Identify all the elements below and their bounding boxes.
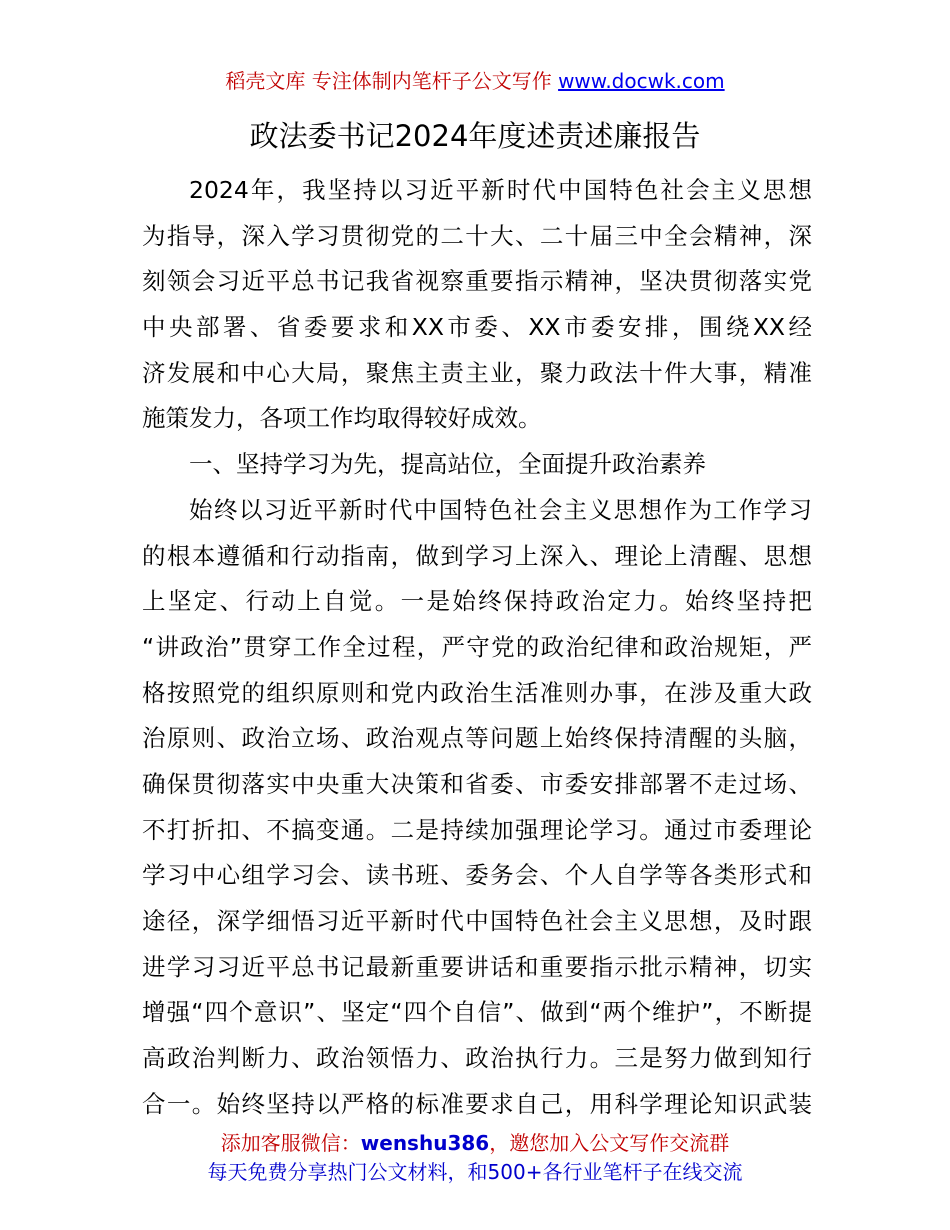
paragraph-line: 济发展和中心大局，聚焦主责主业，聚力政法十件大事，精准 (142, 358, 812, 387)
paragraph-line: 刻领会习近平总书记我省视察重要指示精神，坚决贯彻落实党 (142, 267, 812, 296)
paragraph-line: 学习中心组学习会、读书班、委务会、个人自学等各类形式和 (142, 861, 812, 890)
paragraph-line: 的根本遵循和行动指南，做到学习上深入、理论上清醒、思想 (142, 541, 812, 570)
paragraph-line: 确保贯彻落实中央重大决策和省委、市委安排部署不走过场、 (142, 769, 812, 798)
paragraph-line: 2024年，我坚持以习近平新时代中国特色社会主义思想 (189, 176, 812, 204)
paragraph-line: 进学习习近平总书记最新重要讲话和重要指示批示精神，切实 (142, 952, 812, 981)
paragraph-line: 中央部署、省委要求和XX市委、XX市委安排，围绕XX经 (142, 313, 812, 342)
paragraph-line: 施策发力，各项工作均取得较好成效。 (142, 404, 542, 433)
header-site-link[interactable]: www.docwk.com (558, 69, 725, 93)
paragraph-line: 格按照党的组织原则和党内政治生活准则办事，在涉及重大政 (142, 678, 812, 707)
section-heading: 一、坚持学习为先，提高站位，全面提升政治素养 (189, 450, 706, 479)
footer-suffix-text: ，邀您加入公文写作交流群 (489, 1131, 730, 1155)
header-banner (0, 66, 950, 96)
footer-wechat-line (0, 1129, 950, 1157)
header-brand-text: 稻壳文库 专注体制内笔杆子公文写作 (225, 69, 552, 93)
wechat-id: wenshu386 (360, 1131, 490, 1155)
paragraph-line: 始终以习近平新时代中国特色社会主义思想作为工作学习 (189, 495, 812, 524)
document-title: 政法委书记2024年度述责述廉报告 (249, 119, 701, 153)
paragraph-line: 上坚定、行动上自觉。一是始终保持政治定力。始终坚持把 (142, 587, 812, 616)
paragraph-line: “讲政治”贯穿工作全过程，严守党的政治纪律和政治规矩，严 (142, 632, 812, 661)
paragraph-line: 增强“四个意识”、坚定“四个自信”、做到“两个维护”，不断提 (142, 998, 812, 1027)
paragraph-line: 治原则、政治立场、政治观点等问题上始终保持清醒的头脑， (142, 724, 812, 753)
paragraph-line: 不打折扣、不搞变通。二是持续加强理论学习。通过市委理论 (142, 815, 812, 844)
document-body (142, 168, 812, 1127)
footer-prefix-text: 添加客服微信： (220, 1131, 361, 1155)
footer-promo-line: 每天免费分享热门公文材料，和500+各行业笔杆子在线交流 (207, 1160, 743, 1184)
paragraph-line: 为指导，深入学习贯彻党的二十大、二十届三中全会精神，深 (142, 221, 812, 250)
paragraph-line: 高政治判断力、政治领悟力、政治执行力。三是努力做到知行 (142, 1044, 812, 1073)
paragraph-line: 途径，深学细悟习近平新时代中国特色社会主义思想，及时跟 (142, 907, 812, 935)
paragraph-line: 合一。始终坚持以严格的标准要求自己，用科学理论知识武装 (142, 1089, 812, 1118)
